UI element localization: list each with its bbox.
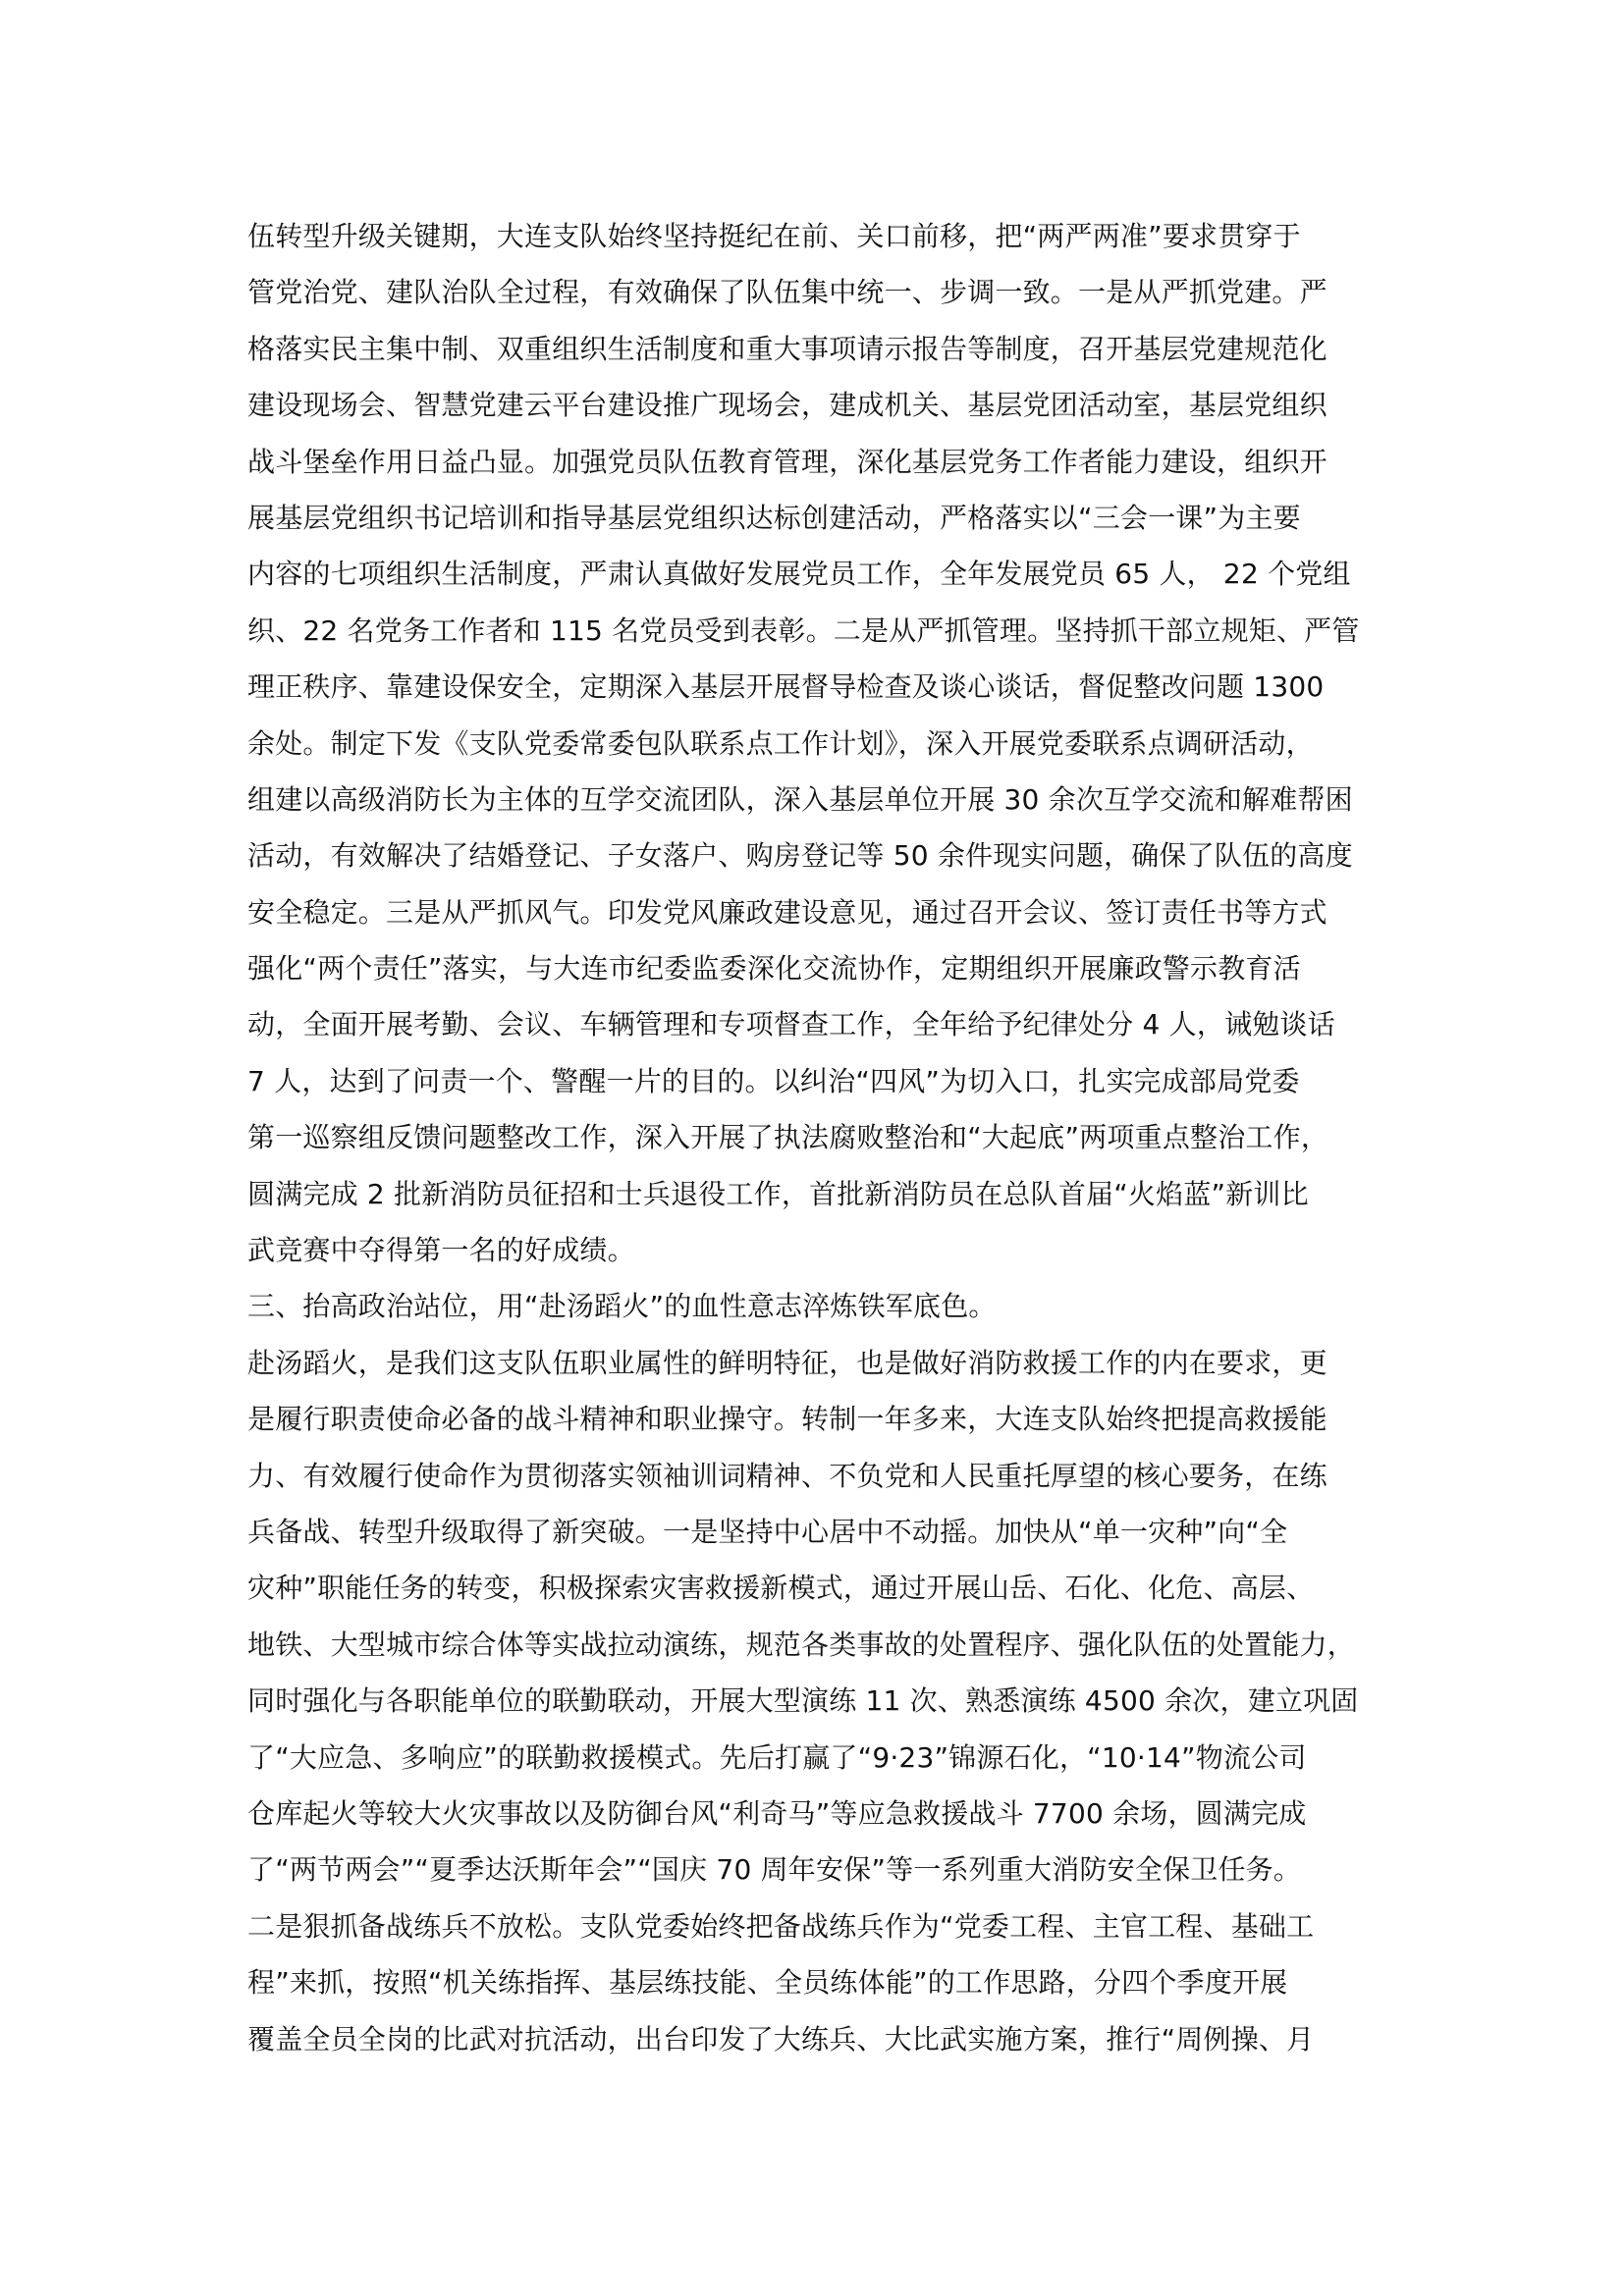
text-line: 圆满完成 2 批新消防员征招和士兵退役工作，首批新消防员在总队首届“火焰蓝”新训比 (247, 1177, 1309, 1210)
text-line: 内容的七项组织生活制度，严肃认真做好发展党员工作，全年发展党员 65 人， 22 个党组 (247, 558, 1351, 591)
text-line: 了“大应急、多响应”的联勤救援模式。先后打赢了“9·23”锦源石化，“10·14”物流公司 (247, 1740, 1307, 1774)
text-line: 格落实民主集中制、双重组织生活制度和重大事项请示报告等制度，召开基层党建规范化 (247, 332, 1327, 365)
text-line: 同时强化与各职能单位的联勤联动，开展大型演练 11 次、熟悉演练 4500 余次，建立巩固 (247, 1684, 1359, 1718)
text-line: 二是狠抓备战练兵不放松。支队党委始终把备战练兵作为“党委工程、主官工程、基础工 (247, 1909, 1315, 1943)
text-line: 战斗堡垒作用日益凸显。加强党员队伍教育管理，深化基层党务工作者能力建设，组织开 (247, 445, 1327, 478)
text-line: 兵备战、转型升级取得了新突破。一是坚持中心居中不动摇。加快从“单一灾种”向“全 (247, 1515, 1288, 1548)
text-line: 余处。制定下发《支队党委常委包队联系点工作计划》，深入开展党委联系点调研活动， (247, 726, 1314, 760)
text-line: 展基层党组织书记培训和指导基层党组织达标创建活动，严格落实以“三会一课”为主要 (247, 501, 1301, 534)
text-line: 动，全面开展考勤、会议、车辆管理和专项督查工作，全年给予纪律处分 4 人，诫勉谈话 (247, 1008, 1335, 1041)
text-line: 7 人，达到了问责一个、警醒一片的目的。以纠治“四风”为切入口，扎实完成部局党委 (247, 1064, 1300, 1097)
text-line: 了“两节两会”“夏季达沃斯年会”“国庆 70 周年安保”等一系列重大消防安全保卫任务。 (247, 1853, 1302, 1887)
text-line: 强化“两个责任”落实，与大连市纪委监委深化交流协作，定期组织开展廉政警示教育活 (247, 952, 1301, 986)
text-line: 是履行职责使命必备的战斗精神和职业操守。转制一年多来，大连支队始终把提高救援能 (247, 1403, 1327, 1436)
text-line: 力、有效履行使命作为贯彻落实领袖训词精神、不负党和人民重托厚望的核心要务，在练 (247, 1459, 1327, 1492)
text-line: 仓库起火等较大火灾事故以及防御台风“利奇马”等应急救援战斗 7700 余场，圆满完成 (247, 1796, 1307, 1830)
text-line: 三、抬高政治站位，用“赴汤蹈火”的血性意志淬炼铁军底色。 (247, 1290, 997, 1323)
text-line: 灾种”职能任务的转变，积极探索灾害救援新模式，通过开展山岳、石化、化危、高层、 (247, 1572, 1315, 1605)
text-line: 安全稳定。三是从严抓风气。印发党风廉政建设意见，通过召开会议、签订责任书等方式 (247, 895, 1327, 929)
text-line: 覆盖全员全岗的比武对抗活动，出台印发了大练兵、大比武实施方案，推行“周例操、月 (247, 2022, 1315, 2056)
text-line: 第一巡察组反馈问题整改工作，深入开展了执法腐败整治和“大起底”两项重点整治工作， (247, 1121, 1329, 1154)
text-line: 武竞赛中夺得第一名的好成绩。 (247, 1234, 635, 1267)
text-line: 伍转型升级关键期，大连支队始终坚持挺纪在前、关口前移，把“两严两准”要求贯穿于 (247, 220, 1301, 252)
text-line: 建设现场会、智慧党建云平台建设推广现场会，建成机关、基层党团活动室，基层党组织 (247, 389, 1327, 422)
text-line: 赴汤蹈火，是我们这支队伍职业属性的鲜明特征，也是做好消防救援工作的内在要求，更 (247, 1346, 1327, 1379)
text-line: 理正秩序、靠建设保安全，定期深入基层开展督导检查及谈心谈话，督促整改问题 1300 (247, 670, 1325, 704)
text-line: 地铁、大型城市综合体等实战拉动演练，规范各类事故的处置程序、强化队伍的处置能力， (247, 1628, 1356, 1661)
text-line: 程”来抓，按照“机关练指挥、基层练技能、全员练体能”的工作思路，分四个季度开展 (247, 1966, 1288, 2000)
document-body (247, 208, 1396, 2067)
text-line: 织、22 名党务工作者和 115 名党员受到表彰。二是从严抓管理。坚持抓干部立规矩、严管 (247, 614, 1360, 647)
text-line: 管党治党、建队治队全过程，有效确保了队伍集中统一、步调一致。一是从严抓党建。严 (247, 276, 1327, 309)
text-line: 活动，有效解决了结婚登记、子女落户、购房登记等 50 余件现实问题，确保了队伍的高度 (247, 839, 1353, 873)
text-line: 组建以高级消防长为主体的互学交流团队，深入基层单位开展 30 余次互学交流和解难帮困 (247, 782, 1353, 816)
